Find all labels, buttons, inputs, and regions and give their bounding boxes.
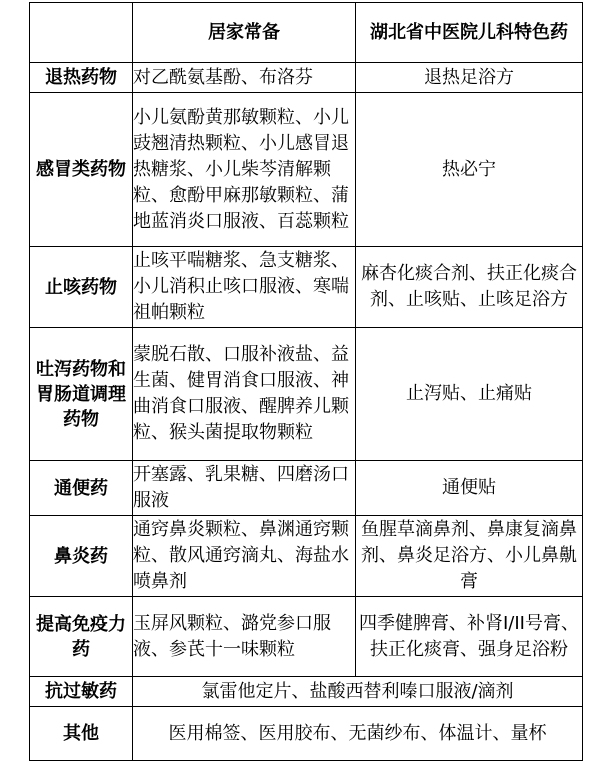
row-home-meds: 玉屏风颗粒、潞党参口服液、参芪十一味颗粒	[133, 597, 356, 677]
row-category: 提高免疫力药	[30, 597, 133, 677]
header-home: 居家常备	[133, 3, 356, 63]
row-home-meds: 小儿氨酚黄那敏颗粒、小儿豉翘清热颗粒、小儿感冒退热糖浆、小儿柴芩清解颗粒、愈酚甲麻那敏颗粒、蒲地蓝消炎口服液、百蕊颗粒	[133, 93, 356, 247]
header-category	[30, 3, 133, 63]
table-row	[30, 247, 583, 328]
table-row	[30, 328, 583, 461]
row-tcm-meds: 麻杏化痰合剂、扶正化痰合剂、止咳贴、止咳足浴方	[356, 247, 583, 328]
table-header-row	[30, 3, 583, 63]
table-row	[30, 516, 583, 597]
row-category: 抗过敏药	[30, 677, 133, 707]
row-home-meds: 止咳平喘糖浆、急支糖浆、小儿消积止咳口服液、寒喘祖帕颗粒	[133, 247, 356, 328]
row-category: 止咳药物	[30, 247, 133, 328]
row-tcm-meds: 止泻贴、止痛贴	[356, 328, 583, 461]
row-category: 感冒类药物	[30, 93, 133, 247]
header-tcm: 湖北省中医院儿科特色药	[356, 3, 583, 63]
row-home-meds: 开塞露、乳果糖、四磨汤口服液	[133, 461, 356, 516]
table-row	[30, 677, 583, 707]
row-category: 鼻炎药	[30, 516, 133, 597]
row-tcm-meds: 四季健脾膏、补肾I/II号膏、扶正化痰膏、强身足浴粉	[356, 597, 583, 677]
row-tcm-meds: 鱼腥草滴鼻剂、鼻康复滴鼻剂、鼻炎足浴方、小儿鼻鼽膏	[356, 516, 583, 597]
row-category: 其他	[30, 707, 133, 761]
row-tcm-meds: 退热足浴方	[356, 63, 583, 93]
row-home-meds: 通窍鼻炎颗粒、鼻渊通窍颗粒、散风通窍滴丸、海盐水喷鼻剂	[133, 516, 356, 597]
table-row	[30, 461, 583, 516]
table-row	[30, 63, 583, 93]
row-merged-meds: 氯雷他定片、盐酸西替利嗪口服液/滴剂	[133, 677, 583, 707]
row-category: 通便药	[30, 461, 133, 516]
table-row	[30, 93, 583, 247]
row-tcm-meds: 热必宁	[356, 93, 583, 247]
table-row	[30, 707, 583, 761]
row-home-meds: 蒙脱石散、口服补液盐、益生菌、健胃消食口服液、神曲消食口服液、醒脾养儿颗粒、猴头菌提取物颗粒	[133, 328, 356, 461]
row-category: 退热药物	[30, 63, 133, 93]
row-merged-meds: 医用棉签、医用胶布、无菌纱布、体温计、量杯	[133, 707, 583, 761]
row-category: 吐泻药物和胃肠道调理药物	[30, 328, 133, 461]
row-home-meds: 对乙酰氨基酚、布洛芬	[133, 63, 356, 93]
table-row	[30, 597, 583, 677]
medicine-table	[29, 2, 583, 761]
row-tcm-meds: 通便贴	[356, 461, 583, 516]
